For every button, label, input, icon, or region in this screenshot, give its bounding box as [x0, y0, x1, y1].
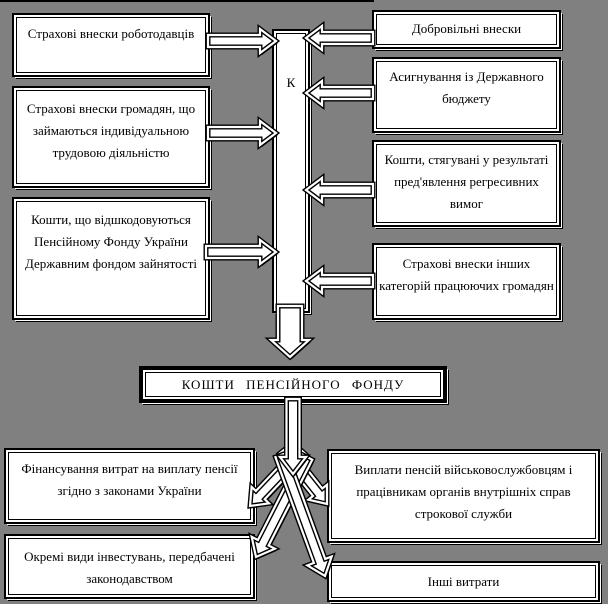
source-box-label: Страхові внески інших категорій працюючих громадян	[379, 256, 554, 293]
expense-box-label: Фінансування витрат на виплату пенсії згідно з законами України	[21, 461, 238, 498]
source-box-individual-citizens-contributions	[12, 86, 210, 188]
source-box-employment-fund-reimbursement	[12, 197, 210, 320]
expense-box-label: Виплати пенсій військовослужбовцям і працівникам органів внутрішніх справ строкової служби	[354, 462, 573, 521]
expense-box-other-expenses	[327, 561, 600, 602]
arrow-collector-to-hub	[271, 306, 311, 359]
expense-box-label: Інші витрати	[427, 574, 500, 589]
arrow-fan-long-left	[252, 454, 315, 559]
expense-box-military-pensions	[327, 449, 600, 543]
expense-box-pension-payments-by-law	[4, 448, 255, 524]
canvas-edge-line	[0, 0, 374, 2]
source-box-label: Кошти, стягувані у результаті пред'явлення регресивних вимог	[384, 152, 549, 211]
arrow-hub-down	[280, 399, 308, 476]
arrow-right-source-2	[306, 81, 375, 107]
arrow-right-source-4	[306, 269, 375, 295]
expense-box-investments	[4, 534, 255, 599]
arrow-right-source-1	[306, 26, 375, 52]
hub-label: КОШТИ ПЕНСІЙНОГО ФОНДУ	[181, 377, 405, 392]
source-box-employer-contributions	[12, 13, 210, 77]
arrow-fan-short-left	[250, 447, 308, 508]
collector-label: К	[286, 75, 296, 90]
source-box-label: Асигнування із Державного бюджету	[389, 69, 544, 106]
source-box-label: Страхові внески громадян, що займаються індивідуальною трудовою діяльністю	[26, 101, 196, 160]
source-box-voluntary-contributions	[372, 10, 561, 49]
arrow-right-source-3	[306, 178, 375, 204]
arrow-fan-long-right	[275, 453, 333, 578]
source-box-label: Кошти, що відшкодовуються Пенсійному Фонду України Державним фондом зайнятості	[25, 212, 197, 271]
arrow-left-source-2	[208, 121, 278, 147]
hub-box-pension-fund-money	[139, 366, 447, 403]
source-box-state-budget-allocations	[372, 57, 561, 133]
source-box-label: Страхові внески роботодавців	[27, 26, 195, 41]
source-box-other-working-citizens-contributions	[372, 243, 561, 320]
source-box-regressive-claims-funds	[372, 140, 561, 227]
collector-box	[272, 29, 310, 313]
arrow-fan-short-right	[279, 446, 329, 506]
source-box-label: Добровільні внески	[411, 21, 522, 36]
arrow-left-source-3	[206, 240, 278, 266]
arrow-left-source-1	[208, 29, 278, 55]
expense-box-label: Окремі види інвестувань, передбачені законодавством	[24, 549, 235, 586]
